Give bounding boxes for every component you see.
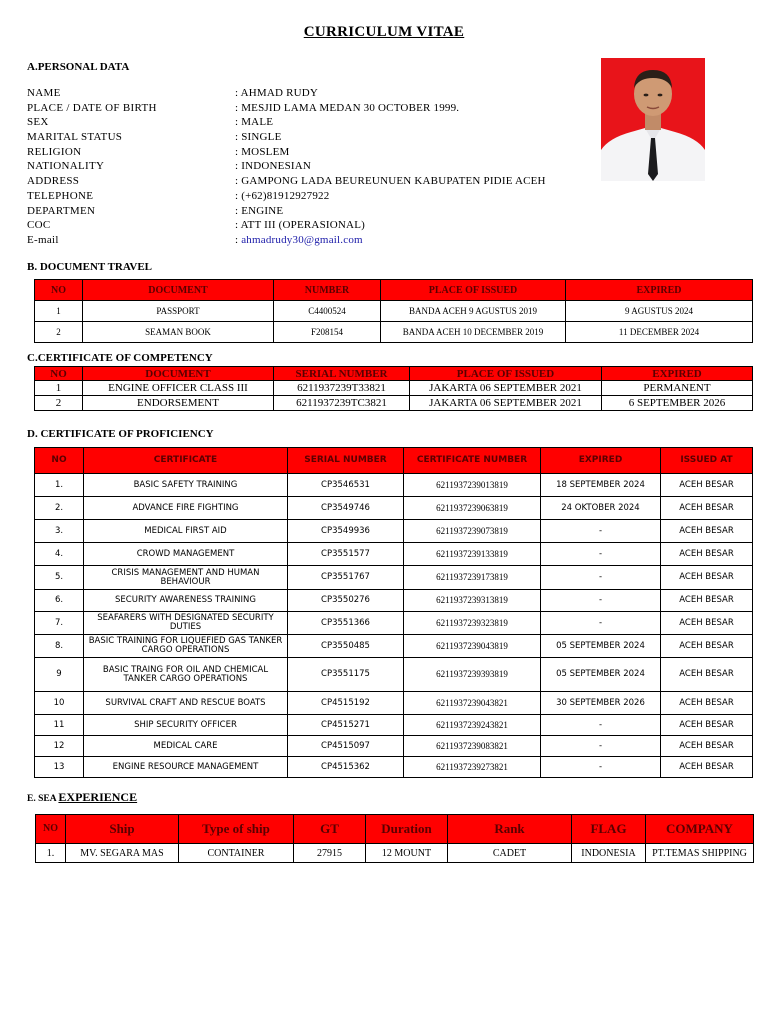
column-header: Ship (66, 815, 179, 844)
personal-row (27, 101, 587, 116)
table-cell: 6211937239243821 (404, 715, 541, 736)
table-row (35, 566, 753, 590)
table-cell: 30 SEPTEMBER 2026 (541, 692, 661, 715)
table-cell: 6211937239T33821 (274, 381, 410, 396)
table-cell: 7. (35, 612, 84, 635)
table-cell: ACEH BESAR (661, 543, 753, 566)
table-cell: 1. (35, 474, 84, 497)
table-row (35, 590, 753, 612)
table-row (35, 635, 753, 658)
cop-table (34, 447, 753, 778)
table-cell: PT.TEMAS SHIPPING (646, 844, 754, 863)
profile-photo (601, 58, 705, 181)
table-cell: CP3550276 (288, 590, 404, 612)
table-cell: INDONESIA (572, 844, 646, 863)
table-cell: 6211937239273821 (404, 757, 541, 778)
column-header: CERTIFICATE NUMBER (404, 448, 541, 474)
table-cell: JAKARTA 06 SEPTEMBER 2021 (410, 396, 602, 411)
table-cell: 6 SEPTEMBER 2026 (602, 396, 753, 411)
column-header: FLAG (572, 815, 646, 844)
document-travel-table (34, 279, 753, 343)
column-header: SERIAL NUMBER (288, 448, 404, 474)
page-title: CURRICULUM VITAE (303, 24, 465, 40)
table-cell: BASIC TRAING FOR OIL AND CHEMICAL TANKER CARGO OPERATIONS (84, 658, 288, 692)
table-cell: 6211937239063819 (404, 497, 541, 520)
column-header: EXPIRED (602, 367, 753, 381)
column-header: COMPANY (646, 815, 754, 844)
table-cell: - (541, 520, 661, 543)
personal-row (27, 86, 587, 101)
table-cell: - (541, 715, 661, 736)
table-cell: 9 AGUSTUS 2024 (566, 301, 753, 322)
personal-row (27, 218, 587, 233)
table-cell: 5. (35, 566, 84, 590)
table-row (35, 757, 753, 778)
table-cell: ENDORSEMENT (83, 396, 274, 411)
table-cell: CP4515271 (288, 715, 404, 736)
person-photo-icon (601, 58, 705, 181)
table-row (35, 692, 753, 715)
coc-heading: C.CERTIFICATE OF COMPETENCY (27, 352, 213, 364)
table-cell: 2. (35, 497, 84, 520)
table-cell: F208154 (274, 322, 381, 343)
table-cell: 6211937239043821 (404, 692, 541, 715)
table-cell: 3. (35, 520, 84, 543)
sea-heading-prefix: E. SEA (27, 794, 59, 804)
table-cell: 11 DECEMBER 2024 (566, 322, 753, 343)
table-cell: BANDA ACEH 10 DECEMBER 2019 (381, 322, 566, 343)
table-cell: 10 (35, 692, 84, 715)
table-cell: 6211937239083821 (404, 736, 541, 757)
personal-row (27, 204, 587, 219)
table-row (35, 474, 753, 497)
personal-label: COC (27, 219, 51, 232)
personal-row (27, 115, 587, 130)
table-cell: SEAFARERS WITH DESIGNATED SECURITY DUTIES (84, 612, 288, 635)
table-cell: CP3551577 (288, 543, 404, 566)
column-header: ISSUED AT (661, 448, 753, 474)
table-cell: CADET (448, 844, 572, 863)
column-header: DOCUMENT (83, 280, 274, 301)
column-header: NO (35, 367, 83, 381)
table-cell: 6211937239073819 (404, 520, 541, 543)
table-cell: SECURITY AWARENESS TRAINING (84, 590, 288, 612)
table-cell: 12 (35, 736, 84, 757)
table-cell: C4400524 (274, 301, 381, 322)
personal-label: DEPARTMEN (27, 204, 96, 217)
personal-label: E-mail (27, 233, 59, 246)
table-cell: ACEH BESAR (661, 520, 753, 543)
table-cell: - (541, 590, 661, 612)
column-header: PLACE OF ISSUED (381, 280, 566, 301)
personal-value: : MESJID LAMA MEDAN 30 OCTOBER 1999. (235, 101, 460, 114)
personal-value: : SINGLE (235, 131, 282, 144)
table-cell: 24 OKTOBER 2024 (541, 497, 661, 520)
personal-value: : (+62)81912927922 (235, 189, 330, 202)
table-cell: CROWD MANAGEMENT (84, 543, 288, 566)
table-cell: PASSPORT (83, 301, 274, 322)
table-cell: MV. SEGARA MAS (66, 844, 179, 863)
cop-heading: D. CERTIFICATE OF PROFICIENCY (27, 428, 214, 440)
table-cell: BANDA ACEH 9 AGUSTUS 2019 (381, 301, 566, 322)
personal-data-list (27, 86, 587, 248)
table-cell: 6211937239013819 (404, 474, 541, 497)
table-cell: - (541, 736, 661, 757)
personal-data-heading: A.PERSONAL DATA (27, 61, 130, 73)
table-cell: CRISIS MANAGEMENT AND HUMAN BEHAVIOUR (84, 566, 288, 590)
column-header: DOCUMENT (83, 367, 274, 381)
table-cell: CP3549936 (288, 520, 404, 543)
personal-label: TELEPHONE (27, 189, 94, 202)
table-cell: MEDICAL CARE (84, 736, 288, 757)
table-cell: - (541, 612, 661, 635)
table-cell: 13 (35, 757, 84, 778)
column-header: EXPIRED (566, 280, 753, 301)
personal-label: RELIGION (27, 145, 82, 158)
table-cell: ACEH BESAR (661, 736, 753, 757)
table-row (36, 844, 754, 863)
table-cell: 6. (35, 590, 84, 612)
column-header: CERTIFICATE (84, 448, 288, 474)
sea-experience-heading (27, 790, 137, 805)
column-header: NO (36, 815, 66, 844)
personal-row (27, 189, 587, 204)
table-cell: CP4515192 (288, 692, 404, 715)
table-cell: PERMANENT (602, 381, 753, 396)
table-cell: 6211937239TC3821 (274, 396, 410, 411)
table-row (35, 715, 753, 736)
sea-experience-table (35, 814, 754, 863)
personal-row (27, 130, 587, 145)
column-header: NO (35, 280, 83, 301)
table-cell: BASIC TRAINING FOR LIQUEFIED GAS TANKER CARGO OPERATIONS (84, 635, 288, 658)
personal-label: ADDRESS (27, 175, 80, 188)
table-cell: 12 MOUNT (366, 844, 448, 863)
table-cell: 18 SEPTEMBER 2024 (541, 474, 661, 497)
table-cell: ACEH BESAR (661, 692, 753, 715)
sea-heading-main: EXPERIENCE (58, 790, 138, 804)
column-header: GT (294, 815, 366, 844)
table-cell: 2 (35, 396, 83, 411)
table-cell: - (541, 757, 661, 778)
table-cell: ACEH BESAR (661, 612, 753, 635)
personal-value: : MALE (235, 116, 274, 129)
email-link[interactable]: ahmadrudy30@gmail.com (241, 233, 363, 246)
table-cell: 9 (35, 658, 84, 692)
personal-label: PLACE / DATE OF BIRTH (27, 101, 157, 114)
table-cell: ACEH BESAR (661, 715, 753, 736)
personal-row (27, 233, 587, 248)
document-travel-heading: B. DOCUMENT TRAVEL (27, 261, 153, 273)
table-row (35, 736, 753, 757)
table-cell: 6211937239313819 (404, 590, 541, 612)
table-row (35, 322, 753, 343)
table-cell: 6211937239393819 (404, 658, 541, 692)
coc-table (34, 366, 753, 411)
personal-label: SEX (27, 116, 49, 129)
column-header: Rank (448, 815, 572, 844)
table-cell: ACEH BESAR (661, 658, 753, 692)
column-header: SERIAL NUMBER (274, 367, 410, 381)
table-cell: ENGINE OFFICER CLASS III (83, 381, 274, 396)
personal-value: : INDONESIAN (235, 160, 312, 173)
table-cell: CP4515097 (288, 736, 404, 757)
personal-row (27, 145, 587, 160)
table-cell: - (541, 566, 661, 590)
table-cell: SEAMAN BOOK (83, 322, 274, 343)
table-cell: 05 SEPTEMBER 2024 (541, 658, 661, 692)
table-cell: ADVANCE FIRE FIGHTING (84, 497, 288, 520)
personal-value: : ATT III (OPERASIONAL) (235, 219, 365, 232)
table-cell: SURVIVAL CRAFT AND RESCUE BOATS (84, 692, 288, 715)
personal-value: : (235, 233, 242, 246)
table-cell: 1. (36, 844, 66, 863)
table-cell: ENGINE RESOURCE MANAGEMENT (84, 757, 288, 778)
table-cell: CP3550485 (288, 635, 404, 658)
table-cell: 6211937239173819 (404, 566, 541, 590)
table-cell: ACEH BESAR (661, 590, 753, 612)
table-cell: 6211937239323819 (404, 612, 541, 635)
table-cell: - (541, 543, 661, 566)
column-header: NO (35, 448, 84, 474)
table-row (35, 497, 753, 520)
table-cell: CP3551767 (288, 566, 404, 590)
column-header: Type of ship (179, 815, 294, 844)
table-cell: MEDICAL FIRST AID (84, 520, 288, 543)
table-cell: CP3551366 (288, 612, 404, 635)
table-cell: 6211937239043819 (404, 635, 541, 658)
table-cell: 1 (35, 301, 83, 322)
personal-value: : GAMPONG LADA BEUREUNUEN KABUPATEN PIDIE ACEH (235, 175, 546, 188)
table-cell: JAKARTA 06 SEPTEMBER 2021 (410, 381, 602, 396)
column-header: Duration (366, 815, 448, 844)
column-header: NUMBER (274, 280, 381, 301)
table-cell: BASIC SAFETY TRAINING (84, 474, 288, 497)
personal-label: NATIONALITY (27, 160, 105, 173)
table-row (35, 301, 753, 322)
table-cell: 6211937239133819 (404, 543, 541, 566)
table-row (35, 612, 753, 635)
table-row (35, 396, 753, 411)
table-cell: 8. (35, 635, 84, 658)
table-cell: 27915 (294, 844, 366, 863)
table-row (35, 520, 753, 543)
table-cell: ACEH BESAR (661, 635, 753, 658)
table-cell: SHIP SECURITY OFFICER (84, 715, 288, 736)
personal-label: MARITAL STATUS (27, 131, 123, 144)
table-cell: CP3551175 (288, 658, 404, 692)
table-cell: 11 (35, 715, 84, 736)
personal-value: : MOSLEM (235, 145, 290, 158)
column-header: PLACE OF ISSUED (410, 367, 602, 381)
table-row (35, 381, 753, 396)
table-row (35, 658, 753, 692)
column-header: EXPIRED (541, 448, 661, 474)
table-cell: ACEH BESAR (661, 497, 753, 520)
table-cell: 1 (35, 381, 83, 396)
personal-row (27, 174, 587, 189)
table-cell: ACEH BESAR (661, 757, 753, 778)
table-cell: CONTAINER (179, 844, 294, 863)
table-cell: 4. (35, 543, 84, 566)
personal-row (27, 159, 587, 174)
personal-value: : ENGINE (235, 204, 284, 217)
table-cell: CP4515362 (288, 757, 404, 778)
table-cell: CP3549746 (288, 497, 404, 520)
table-cell: 2 (35, 322, 83, 343)
table-row (35, 543, 753, 566)
personal-value: : AHMAD RUDY (235, 87, 319, 99)
table-cell: ACEH BESAR (661, 566, 753, 590)
table-cell: 05 SEPTEMBER 2024 (541, 635, 661, 658)
personal-label: NAME (27, 87, 61, 99)
table-cell: ACEH BESAR (661, 474, 753, 497)
table-cell: CP3546531 (288, 474, 404, 497)
